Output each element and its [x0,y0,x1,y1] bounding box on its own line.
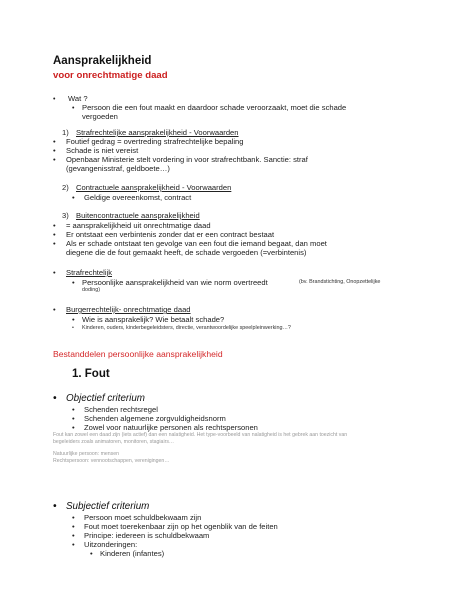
wat-subbullet [72,103,74,113]
bullet-dot-icon: • [72,414,75,423]
bullet-dot-icon: • [72,325,74,331]
strafrechtelijk-note-cont: doding) [82,287,100,293]
list-item: Als er schade ontstaat ten gevolge van een fout die iemand begaat, dan moet [66,239,327,248]
section-heading-contractueel: Contractuele aansprakelijkheid - Voorwaarden [76,183,232,192]
gray-note: Natuurlijke persoon: mensen [53,451,120,457]
bullet-dot-icon: • [72,540,75,549]
heading-subjectief: Subjectief criterium [66,501,150,512]
bullet-dot-icon: • [53,96,56,103]
bullet-dot-icon: • [72,522,75,531]
list-item: Persoon moet schuldbekwaam zijn [84,513,202,522]
bullet-dot-icon: • [53,268,56,277]
gray-note: Fout kan zowel een daad zijn (iets actief) dan een nalatigheid. Het type-voorbeeld van nalatigheid is het gebrek aan toezicht van [53,432,348,438]
strafrechtelijk-text: Persoonlijke aansprakelijkheid van wie norm overtreedt [82,278,268,287]
section-heading-strafrechtelijk: Strafrechtelijke aansprakelijkheid - Voorwaarden [76,128,239,137]
list-item: Schenden algemene zorgvuldigheidsnorm [84,414,226,423]
bullet-dot-icon: • [72,315,75,324]
bullet-dot-icon: • [53,393,57,404]
wat-text-1: Persoon die een fout maakt en daardoor schade veroorzaakt, moet die schade [82,103,347,112]
section-heading-bestanddelen: Bestanddelen persoonlijke aansprakelijkheid [53,349,223,359]
burgerrechtelijk-text: Wie is aansprakelijk? Wie betaalt schade? [82,315,225,324]
list-item: Er ontstaat een verbintenis zonder dat er een contract bestaat [66,230,275,239]
list-item: Geldige overeenkomst, contract [84,193,192,202]
bullet-dot-icon: • [53,137,56,146]
bullet-dot-icon: • [72,405,75,414]
heading-fout: 1. Fout [72,368,110,380]
strafrechtelijk-label: Strafrechtelijk [66,268,113,277]
list-item-continued: diegene die de fout gemaakt heeft, de schade vergoeden (=verbintenis) [66,248,307,257]
list-item: Openbaar Ministerie stelt vordering in voor strafrechtbank. Sanctie: straf [66,155,308,164]
heading-objectief: Objectief criterium [66,393,145,404]
gray-note: begeleiders zoals animatoren, monitoren, stagiairs… [53,439,175,445]
list-item: Uitzonderingen: [84,540,138,549]
wat-label: Wat ? [68,94,88,103]
list-item: Zowel voor natuurlijke personen als rechtspersonen [84,423,258,432]
bullet-dot-icon: • [53,239,56,248]
bullet-dot-icon: • [53,221,56,230]
burgerrechtelijk-note: Kinderen, ouders, kinderbegeleidsters, directie, verantwoordelijke speelpleinwerking…? [82,325,291,331]
section-number: 3) [62,211,69,220]
bullet-dot-icon: • [72,278,75,287]
section-number: 1) [62,128,69,137]
bullet-dot-icon: • [72,105,75,112]
bullet-dot-icon: • [53,230,56,239]
list-item: Foutief gedrag = overtreding strafrechtelijke bepaling [66,137,244,146]
bullet-dot-icon: • [72,193,75,202]
page-subtitle: voor onrechtmatige daad [53,70,168,81]
list-item: Fout moet toerekenbaar zijn op het ogenblik van de feiten [84,522,278,531]
list-item: Schenden rechtsregel [84,405,158,414]
bullet-dot-icon: • [53,501,57,512]
list-item: Principe: iedereen is schuldbekwaam [84,531,210,540]
burgerrechtelijk-label: Burgerrechtelijk- onrechtmatige daad [66,305,191,314]
list-item-continued: (gevangenisstraf, geldboete…) [66,164,170,173]
section-number: 2) [62,183,69,192]
list-item: Schade is niet vereist [66,146,139,155]
gray-note: Rechtspersoon: vennootschappen, verenigingen… [53,458,170,464]
bullet-dot-icon: • [72,531,75,540]
strafrechtelijk-note: (bv. Brandstichting, Onopzettelijke [299,279,381,285]
list-item: = aansprakelijkheid uit onrechtmatige daad [66,221,211,230]
wat-text-2: vergoeden [82,112,118,121]
page-title: Aansprakelijkheid [53,55,152,67]
bullet-dot-icon: • [90,549,93,558]
bullet-dot-icon: • [53,146,56,155]
bullet-dot-icon: • [72,513,75,522]
bullet-dot-icon: • [53,155,56,164]
section-heading-buitencontractueel: Buitencontractuele aansprakelijkheid [76,211,200,220]
bullet-wat [53,94,55,104]
bullet-dot-icon: • [53,305,56,314]
bullet-dot-icon: • [72,423,75,432]
list-item-sub: Kinderen (infantes) [100,549,165,558]
